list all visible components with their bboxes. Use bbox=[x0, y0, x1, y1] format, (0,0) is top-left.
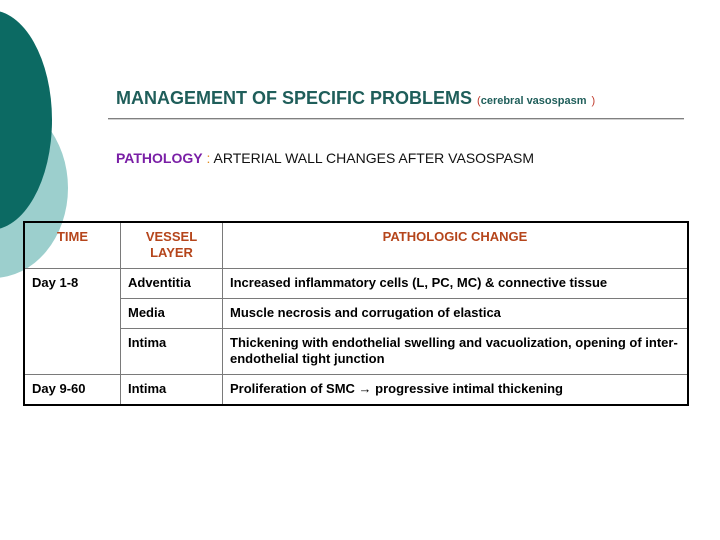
table-row bbox=[24, 375, 688, 406]
cell-change: Thickening with endothelial swelling and vacuolization, opening of inter-endothelial tight junction bbox=[223, 329, 689, 375]
cell-layer: Intima bbox=[121, 375, 223, 406]
slide-title bbox=[116, 88, 595, 109]
header-pathologic-change: PATHOLOGIC CHANGE bbox=[223, 222, 689, 269]
cell-change: Increased inflammatory cells (L, PC, MC) & connective tissue bbox=[223, 269, 689, 299]
title-divider bbox=[108, 118, 684, 119]
pathology-table bbox=[23, 221, 689, 406]
section-heading bbox=[116, 150, 534, 166]
table-row bbox=[24, 269, 688, 299]
title-subtitle: cerebral vasospasm bbox=[480, 95, 587, 107]
table-row bbox=[24, 299, 688, 329]
section-colon: : bbox=[206, 150, 211, 166]
title-open-paren: ( bbox=[477, 95, 481, 107]
cell-change: Proliferation of SMC → progressive intimal thickening bbox=[223, 375, 689, 406]
title-main: MANAGEMENT OF SPECIFIC PROBLEMS bbox=[116, 88, 473, 108]
table-header-row bbox=[24, 222, 688, 269]
cell-time: Day 9-60 bbox=[24, 375, 121, 406]
table-row bbox=[24, 329, 688, 375]
section-keyword: PATHOLOGY bbox=[116, 150, 203, 166]
header-vessel-layer: VESSEL LAYER bbox=[121, 222, 223, 269]
cell-layer: Media bbox=[121, 299, 223, 329]
cell-time: Day 1-8 bbox=[24, 269, 121, 375]
section-text: ARTERIAL WALL CHANGES AFTER VASOSPASM bbox=[213, 150, 535, 166]
cell-change: Muscle necrosis and corrugation of elastica bbox=[223, 299, 689, 329]
header-time: TIME bbox=[24, 222, 121, 269]
title-close-paren: ) bbox=[591, 95, 596, 107]
cell-layer: Adventitia bbox=[121, 269, 223, 299]
cell-layer: Intima bbox=[121, 329, 223, 375]
